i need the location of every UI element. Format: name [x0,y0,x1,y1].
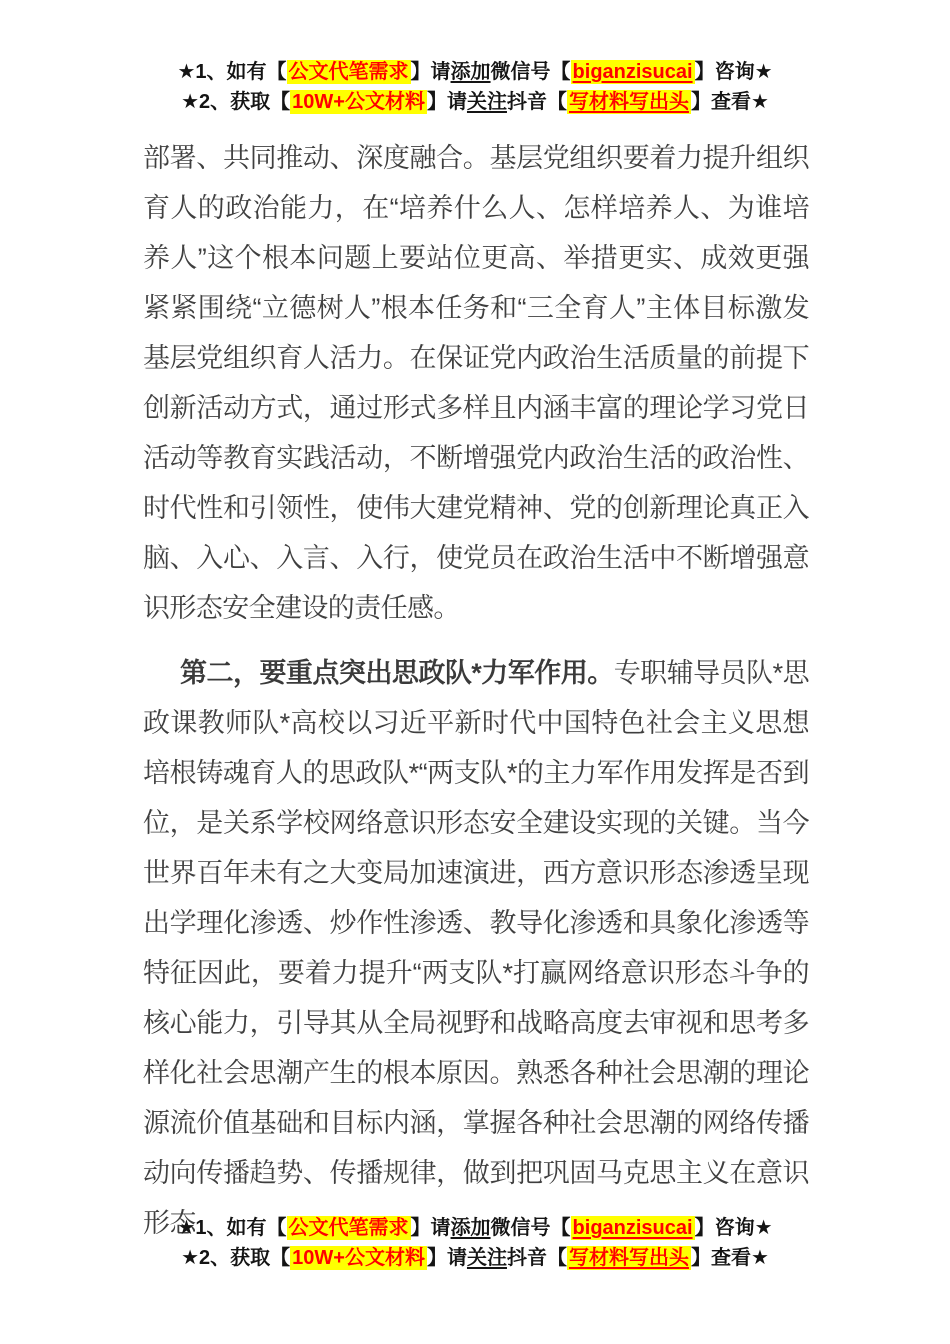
promo-line-1 [0,1213,950,1243]
promo-text: 微信号【 [490,61,571,83]
promo-text: 抖音【 [506,91,567,113]
promo-underline-follow: 关注 [466,1247,507,1269]
promo-text: 】请 [426,91,467,113]
promo-underline-add: 添加 [450,61,491,83]
promo-text: ★1、如有【 [177,61,287,83]
promo-text: 】咨询★ [694,61,773,83]
promo-douyin-id: 写材料写出头 [568,1247,689,1269]
promo-wechat-id: biganzisucai [572,61,693,83]
promo-text: 微信号【 [490,1217,571,1239]
promo-text: 】请 [410,1217,451,1239]
promo-text: 】请 [410,61,451,83]
paragraph-2 [143,648,809,1248]
promo-text: ★2、获取【 [181,91,291,113]
promo-underline-follow: 关注 [466,91,507,113]
promo-text: 】请 [426,1247,467,1269]
paragraph-2-body: 专职辅导员队*思政课教师队*高校以习近平新时代中国特色社会主义思想培根铸魂育人的思政队*“两支队*的主力军作用发挥是否到位，是关系学校网络意识形态安全建设实现的关键。当今世界百年未有之大变局加速演进，西方意识形态渗透呈现出学理化渗透、炒作性渗透、教导化渗透和具象化渗透等特征因此，要着力提升“两支队*打赢网络意识形态斗争的核心能力，引导其从全局视野和战略高度去审视和思考多样化社会思潮产生的根本原因。熟悉各种社会思潮的理论源流价值基础和目标内涵，掌握各种社会思潮的网络传播动向传播趋势、传播规律，做到把巩固马克思主义在意识形态 [143,658,809,1238]
paragraph-1: 部署、共同推动、深度融合。基层党组织要着力提升组织育人的政治能力，在“培养什么人、怎样培养人、为谁培养人”这个根本问题上要站位更高、举措更实、成效更强紧紧围绕“立德树人”根本任务和“三全育人”主体目标激发基层党组织育人活力。在保证党内政治生活质量的前提下创新活动方式，通过形式多样且内涵丰富的理论学习党日活动等教育实践活动，不断增强党内政治生活的政治性、时代性和引领性，使伟大建党精神、党的创新理论真正入脑、入心、入言、入行，使党员在政治生活中不断增强意识形态安全建设的责任感。 [143,143,809,623]
promo-highlight-service: 公文代笔需求 [288,61,409,83]
promo-text: 】咨询★ [694,1217,773,1239]
promo-notice-bottom [0,1213,950,1273]
promo-highlight-materials: 10W+公文材料 [292,91,425,113]
promo-highlight-service: 公文代笔需求 [288,1217,409,1239]
promo-wechat-id: biganzisucai [572,1217,693,1239]
promo-line-1 [0,57,950,87]
promo-text: ★2、获取【 [181,1247,291,1269]
promo-text: 】查看★ [690,1247,769,1269]
promo-text: 】查看★ [690,91,769,113]
promo-text: ★1、如有【 [177,1217,287,1239]
promo-underline-add: 添加 [450,1217,491,1239]
promo-line-2 [0,1243,950,1273]
promo-notice-top [0,0,950,117]
paragraph-2-lead: 第二，要重点突出思政队*力军作用。 [180,658,614,688]
promo-highlight-materials: 10W+公文材料 [292,1247,425,1269]
promo-text: 抖音【 [506,1247,567,1269]
promo-douyin-id: 写材料写出头 [568,91,689,113]
document-body [143,133,809,1248]
promo-line-2 [0,87,950,117]
